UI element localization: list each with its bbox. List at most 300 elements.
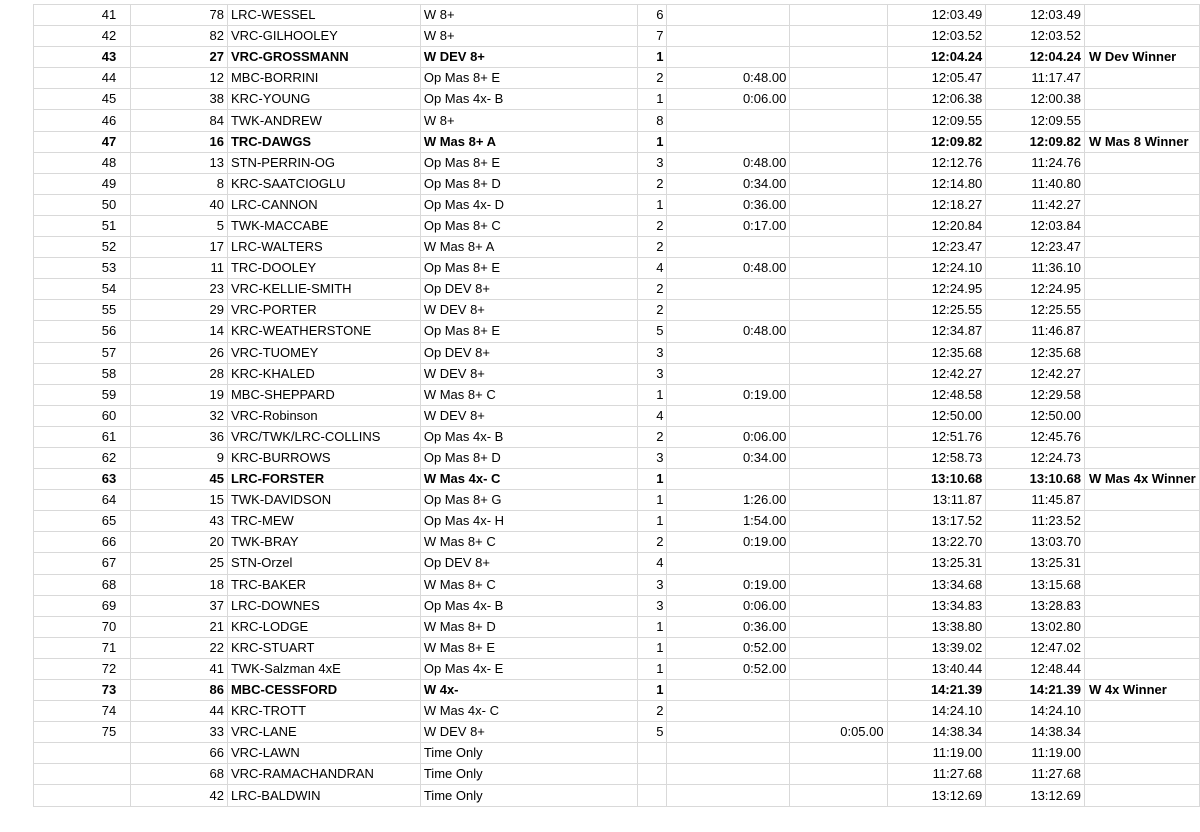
event-cell[interactable]: W Mas 8+ C — [420, 574, 638, 595]
note-cell[interactable] — [1084, 616, 1199, 637]
event-cell[interactable]: Op Mas 8+ D — [420, 447, 638, 468]
table-row[interactable] — [34, 131, 1200, 152]
note-cell[interactable] — [1084, 426, 1199, 447]
note-cell[interactable] — [1084, 194, 1199, 215]
adjusted-time-cell[interactable]: 13:15.68 — [986, 574, 1085, 595]
raw-time-cell[interactable]: 13:12.69 — [887, 785, 986, 806]
bow-number-cell[interactable]: 8 — [131, 173, 228, 194]
adjusted-time-cell[interactable]: 11:40.80 — [986, 173, 1085, 194]
bow-number-cell[interactable]: 19 — [131, 384, 228, 405]
crew-name-cell[interactable]: VRC-LANE — [227, 722, 420, 743]
table-row[interactable] — [34, 447, 1200, 468]
bow-number-cell[interactable]: 84 — [131, 110, 228, 131]
place-cell[interactable]: 75 — [34, 722, 131, 743]
place-cell[interactable]: 60 — [34, 405, 131, 426]
adjusted-time-cell[interactable]: 12:09.82 — [986, 131, 1085, 152]
table-row[interactable] — [34, 152, 1200, 173]
event-cell[interactable]: Time Only — [420, 764, 638, 785]
table-row[interactable] — [34, 342, 1200, 363]
adjusted-time-cell[interactable]: 13:25.31 — [986, 553, 1085, 574]
handicap-cell[interactable] — [667, 300, 790, 321]
handicap-cell[interactable]: 0:19.00 — [667, 574, 790, 595]
place-cell[interactable]: 69 — [34, 595, 131, 616]
event-cell[interactable]: W 4x- — [420, 680, 638, 701]
table-row[interactable] — [34, 701, 1200, 722]
table-row[interactable] — [34, 574, 1200, 595]
bow-number-cell[interactable]: 38 — [131, 89, 228, 110]
crew-name-cell[interactable]: VRC-PORTER — [227, 300, 420, 321]
bow-number-cell[interactable]: 22 — [131, 637, 228, 658]
note-cell[interactable] — [1084, 595, 1199, 616]
crew-name-cell[interactable]: KRC-STUART — [227, 637, 420, 658]
note-cell[interactable] — [1084, 447, 1199, 468]
adjusted-time-cell[interactable]: 12:45.76 — [986, 426, 1085, 447]
event-position-cell[interactable]: 1 — [638, 658, 667, 679]
handicap-cell[interactable]: 0:48.00 — [667, 152, 790, 173]
bow-number-cell[interactable]: 23 — [131, 279, 228, 300]
place-cell[interactable]: 59 — [34, 384, 131, 405]
crew-name-cell[interactable]: TWK-Salzman 4xE — [227, 658, 420, 679]
penalty-cell[interactable] — [790, 237, 887, 258]
adjusted-time-cell[interactable]: 12:29.58 — [986, 384, 1085, 405]
crew-name-cell[interactable]: TWK-DAVIDSON — [227, 490, 420, 511]
event-cell[interactable]: W DEV 8+ — [420, 363, 638, 384]
note-cell[interactable] — [1084, 342, 1199, 363]
event-position-cell[interactable]: 3 — [638, 595, 667, 616]
penalty-cell[interactable] — [790, 89, 887, 110]
event-position-cell[interactable]: 1 — [638, 680, 667, 701]
crew-name-cell[interactable]: TWK-BRAY — [227, 532, 420, 553]
event-position-cell[interactable]: 4 — [638, 553, 667, 574]
bow-number-cell[interactable]: 68 — [131, 764, 228, 785]
penalty-cell[interactable] — [790, 279, 887, 300]
event-cell[interactable]: Op DEV 8+ — [420, 279, 638, 300]
adjusted-time-cell[interactable]: 13:10.68 — [986, 469, 1085, 490]
note-cell[interactable] — [1084, 279, 1199, 300]
event-cell[interactable]: W Mas 8+ D — [420, 616, 638, 637]
place-cell[interactable]: 65 — [34, 511, 131, 532]
event-cell[interactable]: Op Mas 8+ E — [420, 258, 638, 279]
note-cell[interactable] — [1084, 722, 1199, 743]
bow-number-cell[interactable]: 36 — [131, 426, 228, 447]
place-cell[interactable]: 61 — [34, 426, 131, 447]
adjusted-time-cell[interactable]: 13:12.69 — [986, 785, 1085, 806]
raw-time-cell[interactable]: 12:20.84 — [887, 215, 986, 236]
adjusted-time-cell[interactable]: 12:09.55 — [986, 110, 1085, 131]
crew-name-cell[interactable]: LRC-FORSTER — [227, 469, 420, 490]
place-cell[interactable]: 63 — [34, 469, 131, 490]
note-cell[interactable] — [1084, 258, 1199, 279]
crew-name-cell[interactable]: TRC-MEW — [227, 511, 420, 532]
event-cell[interactable]: Op Mas 4x- E — [420, 658, 638, 679]
adjusted-time-cell[interactable]: 14:21.39 — [986, 680, 1085, 701]
event-cell[interactable]: Op Mas 8+ E — [420, 321, 638, 342]
crew-name-cell[interactable]: STN-Orzel — [227, 553, 420, 574]
raw-time-cell[interactable]: 12:18.27 — [887, 194, 986, 215]
note-cell[interactable] — [1084, 574, 1199, 595]
place-cell[interactable]: 53 — [34, 258, 131, 279]
crew-name-cell[interactable]: TRC-DOOLEY — [227, 258, 420, 279]
handicap-cell[interactable] — [667, 553, 790, 574]
adjusted-time-cell[interactable]: 12:24.95 — [986, 279, 1085, 300]
event-cell[interactable]: W Mas 8+ A — [420, 237, 638, 258]
adjusted-time-cell[interactable]: 12:00.38 — [986, 89, 1085, 110]
handicap-cell[interactable]: 0:36.00 — [667, 616, 790, 637]
bow-number-cell[interactable]: 20 — [131, 532, 228, 553]
crew-name-cell[interactable]: TRC-DAWGS — [227, 131, 420, 152]
raw-time-cell[interactable]: 13:34.83 — [887, 595, 986, 616]
penalty-cell[interactable] — [790, 469, 887, 490]
penalty-cell[interactable] — [790, 616, 887, 637]
event-position-cell[interactable]: 1 — [638, 616, 667, 637]
penalty-cell[interactable] — [790, 743, 887, 764]
adjusted-time-cell[interactable]: 11:42.27 — [986, 194, 1085, 215]
event-cell[interactable]: W 8+ — [420, 110, 638, 131]
crew-name-cell[interactable]: VRC-TUOMEY — [227, 342, 420, 363]
handicap-cell[interactable]: 0:34.00 — [667, 447, 790, 468]
raw-time-cell[interactable]: 12:58.73 — [887, 447, 986, 468]
event-position-cell[interactable]: 2 — [638, 300, 667, 321]
adjusted-time-cell[interactable]: 12:03.52 — [986, 26, 1085, 47]
handicap-cell[interactable] — [667, 131, 790, 152]
penalty-cell[interactable] — [790, 511, 887, 532]
penalty-cell[interactable] — [790, 47, 887, 68]
table-row[interactable] — [34, 469, 1200, 490]
event-cell[interactable]: Time Only — [420, 785, 638, 806]
event-position-cell[interactable]: 1 — [638, 89, 667, 110]
crew-name-cell[interactable]: LRC-DOWNES — [227, 595, 420, 616]
event-cell[interactable]: Time Only — [420, 743, 638, 764]
crew-name-cell[interactable]: TWK-ANDREW — [227, 110, 420, 131]
place-cell[interactable]: 49 — [34, 173, 131, 194]
handicap-cell[interactable]: 0:52.00 — [667, 637, 790, 658]
adjusted-time-cell[interactable]: 14:38.34 — [986, 722, 1085, 743]
adjusted-time-cell[interactable]: 12:04.24 — [986, 47, 1085, 68]
note-cell[interactable] — [1084, 785, 1199, 806]
crew-name-cell[interactable]: VRC/TWK/LRC-COLLINS — [227, 426, 420, 447]
note-cell[interactable]: W Dev Winner — [1084, 47, 1199, 68]
crew-name-cell[interactable]: VRC-GILHOOLEY — [227, 26, 420, 47]
penalty-cell[interactable] — [790, 680, 887, 701]
raw-time-cell[interactable]: 12:24.10 — [887, 258, 986, 279]
penalty-cell[interactable] — [790, 321, 887, 342]
event-cell[interactable]: Op Mas 4x- H — [420, 511, 638, 532]
bow-number-cell[interactable]: 11 — [131, 258, 228, 279]
table-row[interactable] — [34, 553, 1200, 574]
table-row[interactable] — [34, 532, 1200, 553]
event-cell[interactable]: Op Mas 8+ E — [420, 152, 638, 173]
event-cell[interactable]: W DEV 8+ — [420, 47, 638, 68]
crew-name-cell[interactable]: LRC-BALDWIN — [227, 785, 420, 806]
handicap-cell[interactable]: 0:52.00 — [667, 658, 790, 679]
bow-number-cell[interactable]: 33 — [131, 722, 228, 743]
raw-time-cell[interactable]: 12:42.27 — [887, 363, 986, 384]
note-cell[interactable] — [1084, 384, 1199, 405]
raw-time-cell[interactable]: 13:10.68 — [887, 469, 986, 490]
adjusted-time-cell[interactable]: 14:24.10 — [986, 701, 1085, 722]
place-cell[interactable] — [34, 785, 131, 806]
crew-name-cell[interactable]: VRC-RAMACHANDRAN — [227, 764, 420, 785]
adjusted-time-cell[interactable]: 12:03.49 — [986, 5, 1085, 26]
raw-time-cell[interactable]: 12:14.80 — [887, 173, 986, 194]
crew-name-cell[interactable]: KRC-LODGE — [227, 616, 420, 637]
crew-name-cell[interactable]: KRC-TROTT — [227, 701, 420, 722]
place-cell[interactable]: 62 — [34, 447, 131, 468]
table-row[interactable] — [34, 26, 1200, 47]
handicap-cell[interactable] — [667, 785, 790, 806]
crew-name-cell[interactable]: VRC-LAWN — [227, 743, 420, 764]
note-cell[interactable] — [1084, 110, 1199, 131]
place-cell[interactable]: 68 — [34, 574, 131, 595]
raw-time-cell[interactable]: 12:12.76 — [887, 152, 986, 173]
raw-time-cell[interactable]: 12:23.47 — [887, 237, 986, 258]
handicap-cell[interactable]: 0:17.00 — [667, 215, 790, 236]
handicap-cell[interactable]: 0:06.00 — [667, 89, 790, 110]
note-cell[interactable] — [1084, 68, 1199, 89]
raw-time-cell[interactable]: 11:27.68 — [887, 764, 986, 785]
place-cell[interactable]: 50 — [34, 194, 131, 215]
bow-number-cell[interactable]: 5 — [131, 215, 228, 236]
event-position-cell[interactable]: 4 — [638, 258, 667, 279]
place-cell[interactable] — [34, 764, 131, 785]
bow-number-cell[interactable]: 14 — [131, 321, 228, 342]
place-cell[interactable]: 71 — [34, 637, 131, 658]
table-row[interactable] — [34, 5, 1200, 26]
penalty-cell[interactable] — [790, 300, 887, 321]
table-row[interactable] — [34, 511, 1200, 532]
place-cell[interactable]: 66 — [34, 532, 131, 553]
raw-time-cell[interactable]: 14:38.34 — [887, 722, 986, 743]
event-position-cell[interactable]: 2 — [638, 532, 667, 553]
event-cell[interactable]: Op Mas 4x- B — [420, 426, 638, 447]
handicap-cell[interactable] — [667, 363, 790, 384]
event-cell[interactable]: W Mas 8+ A — [420, 131, 638, 152]
bow-number-cell[interactable]: 16 — [131, 131, 228, 152]
event-position-cell[interactable]: 3 — [638, 363, 667, 384]
raw-time-cell[interactable]: 12:05.47 — [887, 68, 986, 89]
table-row[interactable] — [34, 279, 1200, 300]
penalty-cell[interactable] — [790, 26, 887, 47]
handicap-cell[interactable]: 0:36.00 — [667, 194, 790, 215]
bow-number-cell[interactable]: 9 — [131, 447, 228, 468]
place-cell[interactable]: 44 — [34, 68, 131, 89]
adjusted-time-cell[interactable]: 12:47.02 — [986, 637, 1085, 658]
bow-number-cell[interactable]: 86 — [131, 680, 228, 701]
table-row[interactable] — [34, 110, 1200, 131]
place-cell[interactable]: 72 — [34, 658, 131, 679]
note-cell[interactable] — [1084, 152, 1199, 173]
note-cell[interactable] — [1084, 511, 1199, 532]
place-cell[interactable]: 48 — [34, 152, 131, 173]
adjusted-time-cell[interactable]: 13:28.83 — [986, 595, 1085, 616]
event-cell[interactable]: W 8+ — [420, 5, 638, 26]
penalty-cell[interactable] — [790, 595, 887, 616]
event-position-cell[interactable]: 3 — [638, 574, 667, 595]
bow-number-cell[interactable]: 45 — [131, 469, 228, 490]
handicap-cell[interactable] — [667, 722, 790, 743]
handicap-cell[interactable]: 0:34.00 — [667, 173, 790, 194]
event-cell[interactable]: Op Mas 8+ G — [420, 490, 638, 511]
table-row[interactable] — [34, 405, 1200, 426]
note-cell[interactable] — [1084, 321, 1199, 342]
crew-name-cell[interactable]: KRC-YOUNG — [227, 89, 420, 110]
raw-time-cell[interactable]: 12:04.24 — [887, 47, 986, 68]
place-cell[interactable]: 67 — [34, 553, 131, 574]
note-cell[interactable] — [1084, 658, 1199, 679]
adjusted-time-cell[interactable]: 13:02.80 — [986, 616, 1085, 637]
table-row[interactable] — [34, 68, 1200, 89]
adjusted-time-cell[interactable]: 11:36.10 — [986, 258, 1085, 279]
note-cell[interactable] — [1084, 743, 1199, 764]
event-position-cell[interactable]: 6 — [638, 5, 667, 26]
penalty-cell[interactable] — [790, 426, 887, 447]
handicap-cell[interactable] — [667, 405, 790, 426]
bow-number-cell[interactable]: 27 — [131, 47, 228, 68]
penalty-cell[interactable] — [790, 658, 887, 679]
event-cell[interactable]: Op DEV 8+ — [420, 553, 638, 574]
event-position-cell[interactable]: 4 — [638, 405, 667, 426]
crew-name-cell[interactable]: VRC-Robinson — [227, 405, 420, 426]
adjusted-time-cell[interactable]: 13:03.70 — [986, 532, 1085, 553]
bow-number-cell[interactable]: 26 — [131, 342, 228, 363]
table-row[interactable] — [34, 426, 1200, 447]
note-cell[interactable] — [1084, 553, 1199, 574]
note-cell[interactable] — [1084, 237, 1199, 258]
penalty-cell[interactable] — [790, 553, 887, 574]
event-cell[interactable]: W Mas 8+ E — [420, 637, 638, 658]
penalty-cell[interactable] — [790, 194, 887, 215]
place-cell[interactable]: 73 — [34, 680, 131, 701]
raw-time-cell[interactable]: 12:09.82 — [887, 131, 986, 152]
event-position-cell[interactable]: 7 — [638, 26, 667, 47]
bow-number-cell[interactable]: 17 — [131, 237, 228, 258]
handicap-cell[interactable]: 0:19.00 — [667, 384, 790, 405]
penalty-cell[interactable] — [790, 5, 887, 26]
penalty-cell[interactable] — [790, 68, 887, 89]
adjusted-time-cell[interactable]: 12:42.27 — [986, 363, 1085, 384]
adjusted-time-cell[interactable]: 12:35.68 — [986, 342, 1085, 363]
place-cell[interactable]: 58 — [34, 363, 131, 384]
raw-time-cell[interactable]: 13:17.52 — [887, 511, 986, 532]
crew-name-cell[interactable]: LRC-WESSEL — [227, 5, 420, 26]
handicap-cell[interactable] — [667, 237, 790, 258]
note-cell[interactable]: W Mas 4x Winner — [1084, 469, 1199, 490]
raw-time-cell[interactable]: 12:03.52 — [887, 26, 986, 47]
table-row[interactable] — [34, 321, 1200, 342]
event-position-cell[interactable]: 3 — [638, 342, 667, 363]
adjusted-time-cell[interactable]: 11:24.76 — [986, 152, 1085, 173]
raw-time-cell[interactable]: 13:34.68 — [887, 574, 986, 595]
event-position-cell[interactable]: 3 — [638, 447, 667, 468]
event-position-cell[interactable]: 3 — [638, 152, 667, 173]
handicap-cell[interactable] — [667, 701, 790, 722]
bow-number-cell[interactable]: 29 — [131, 300, 228, 321]
event-position-cell[interactable]: 2 — [638, 68, 667, 89]
table-row[interactable] — [34, 743, 1200, 764]
event-cell[interactable]: Op Mas 8+ D — [420, 173, 638, 194]
penalty-cell[interactable] — [790, 785, 887, 806]
raw-time-cell[interactable]: 12:24.95 — [887, 279, 986, 300]
table-row[interactable] — [34, 173, 1200, 194]
place-cell[interactable]: 70 — [34, 616, 131, 637]
event-position-cell[interactable]: 8 — [638, 110, 667, 131]
crew-name-cell[interactable]: TWK-MACCABE — [227, 215, 420, 236]
table-row[interactable] — [34, 785, 1200, 806]
table-row[interactable] — [34, 637, 1200, 658]
handicap-cell[interactable]: 1:26.00 — [667, 490, 790, 511]
note-cell[interactable]: W 4x Winner — [1084, 680, 1199, 701]
table-row[interactable] — [34, 215, 1200, 236]
place-cell[interactable]: 43 — [34, 47, 131, 68]
note-cell[interactable] — [1084, 5, 1199, 26]
adjusted-time-cell[interactable]: 12:50.00 — [986, 405, 1085, 426]
handicap-cell[interactable] — [667, 47, 790, 68]
place-cell[interactable]: 57 — [34, 342, 131, 363]
raw-time-cell[interactable]: 12:25.55 — [887, 300, 986, 321]
place-cell[interactable]: 42 — [34, 26, 131, 47]
handicap-cell[interactable] — [667, 680, 790, 701]
note-cell[interactable] — [1084, 300, 1199, 321]
place-cell[interactable]: 56 — [34, 321, 131, 342]
handicap-cell[interactable] — [667, 743, 790, 764]
handicap-cell[interactable]: 0:48.00 — [667, 68, 790, 89]
handicap-cell[interactable] — [667, 26, 790, 47]
handicap-cell[interactable]: 0:48.00 — [667, 321, 790, 342]
event-position-cell[interactable]: 1 — [638, 490, 667, 511]
place-cell[interactable]: 51 — [34, 215, 131, 236]
crew-name-cell[interactable]: STN-PERRIN-OG — [227, 152, 420, 173]
crew-name-cell[interactable]: TRC-BAKER — [227, 574, 420, 595]
bow-number-cell[interactable]: 42 — [131, 785, 228, 806]
raw-time-cell[interactable]: 12:09.55 — [887, 110, 986, 131]
event-position-cell[interactable]: 1 — [638, 194, 667, 215]
raw-time-cell[interactable]: 12:03.49 — [887, 5, 986, 26]
adjusted-time-cell[interactable]: 12:23.47 — [986, 237, 1085, 258]
handicap-cell[interactable] — [667, 764, 790, 785]
table-row[interactable] — [34, 300, 1200, 321]
bow-number-cell[interactable]: 40 — [131, 194, 228, 215]
table-row[interactable] — [34, 384, 1200, 405]
event-position-cell[interactable]: 2 — [638, 701, 667, 722]
event-position-cell[interactable]: 2 — [638, 173, 667, 194]
event-position-cell[interactable]: 1 — [638, 131, 667, 152]
bow-number-cell[interactable]: 37 — [131, 595, 228, 616]
bow-number-cell[interactable]: 82 — [131, 26, 228, 47]
crew-name-cell[interactable]: MBC-SHEPPARD — [227, 384, 420, 405]
event-cell[interactable]: W Mas 4x- C — [420, 469, 638, 490]
note-cell[interactable] — [1084, 173, 1199, 194]
event-position-cell[interactable]: 1 — [638, 511, 667, 532]
penalty-cell[interactable] — [790, 342, 887, 363]
handicap-cell[interactable]: 0:48.00 — [667, 258, 790, 279]
raw-time-cell[interactable]: 13:38.80 — [887, 616, 986, 637]
adjusted-time-cell[interactable]: 12:25.55 — [986, 300, 1085, 321]
event-cell[interactable]: W Mas 8+ C — [420, 532, 638, 553]
adjusted-time-cell[interactable]: 11:27.68 — [986, 764, 1085, 785]
place-cell[interactable]: 74 — [34, 701, 131, 722]
handicap-cell[interactable] — [667, 342, 790, 363]
raw-time-cell[interactable]: 13:22.70 — [887, 532, 986, 553]
event-position-cell[interactable]: 2 — [638, 426, 667, 447]
crew-name-cell[interactable]: VRC-GROSSMANN — [227, 47, 420, 68]
penalty-cell[interactable] — [790, 110, 887, 131]
adjusted-time-cell[interactable]: 11:46.87 — [986, 321, 1085, 342]
raw-time-cell[interactable]: 13:11.87 — [887, 490, 986, 511]
table-row[interactable] — [34, 658, 1200, 679]
raw-time-cell[interactable]: 14:21.39 — [887, 680, 986, 701]
event-position-cell[interactable] — [638, 785, 667, 806]
bow-number-cell[interactable]: 28 — [131, 363, 228, 384]
